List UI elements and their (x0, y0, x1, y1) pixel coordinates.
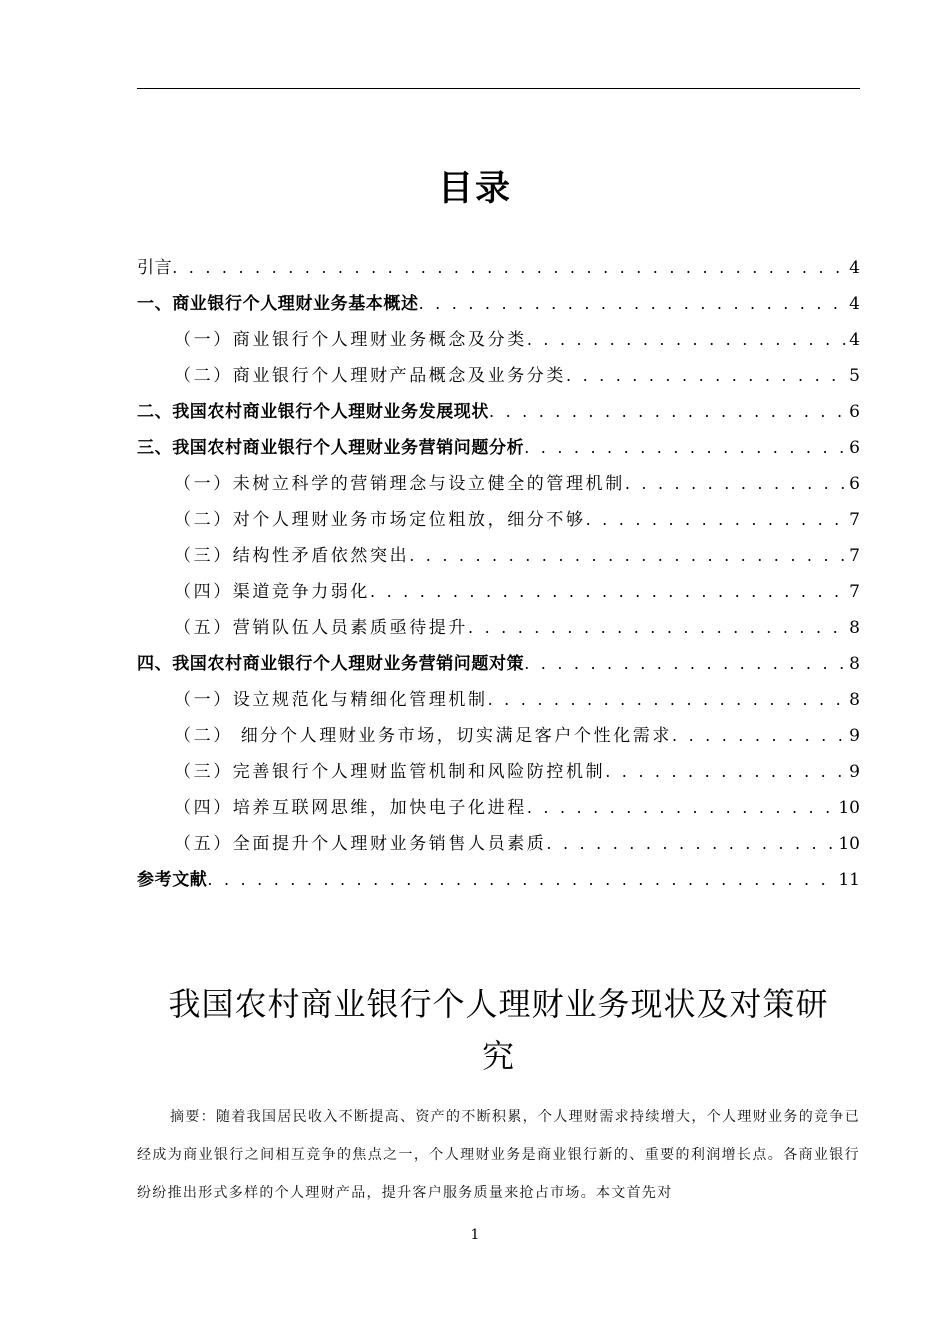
paper-title-line: 我国农村商业银行个人理财业务现状及对策研 (168, 985, 829, 1023)
toc-entry-page: 7 (849, 546, 860, 566)
toc-entry-label: 引言 (137, 258, 173, 278)
toc-leader-dots (489, 394, 847, 430)
toc-entry[interactable] (137, 718, 860, 754)
toc-leader-dots (527, 790, 837, 826)
toc-entry-page: 6 (849, 438, 860, 458)
toc-entry-page: 6 (849, 402, 860, 422)
toc-entry-page: 5 (849, 366, 860, 386)
header-rule (137, 88, 860, 89)
toc-entry-page: 9 (849, 726, 860, 746)
toc-entry-label: （五）全面提升个人理财业务销售人员素质 (174, 834, 547, 854)
abstract-paragraph: 摘要：随着我国居民收入不断提高、资产的不断积累，个人理财需求持续增大，个人理财业务的竞争已经成为商业银行之间相互竞争的焦点之一，个人理财业务是商业银行新的、重要的利润增长点。各商业银行纷纷推出形式多样的个人理财产品，提升客户服务质量来抢占市场。本文首先对 (137, 1109, 860, 1201)
toc-leader-dots (625, 466, 847, 502)
toc-entry-label: （一）设立规范化与精细化管理机制 (174, 690, 488, 710)
table-of-contents (137, 250, 860, 898)
toc-entry-page: 7 (849, 582, 860, 602)
toc-leader-dots (207, 862, 836, 898)
toc-leader-dots (488, 682, 848, 718)
toc-entry[interactable] (137, 286, 860, 322)
toc-entry[interactable] (137, 250, 860, 286)
toc-leader-dots (527, 322, 847, 358)
toc-entry[interactable] (137, 322, 860, 358)
toc-entry-label: （二）对个人理财业务市场定位粗放，细分不够 (174, 510, 586, 530)
toc-entry[interactable] (137, 502, 860, 538)
toc-entry-label: 参考文献 (137, 870, 208, 890)
toc-entry[interactable] (137, 466, 860, 502)
toc-leader-dots (586, 502, 848, 538)
toc-entry-label: （一）商业银行个人理财业务概念及分类 (174, 330, 527, 350)
toc-entry-label: （三）结构性矛盾依然突出 (174, 546, 410, 566)
toc-leader-dots (370, 574, 847, 610)
toc-entry-label: 二、我国农村商业银行个人理财业务发展现状 (137, 402, 489, 422)
toc-entry[interactable] (137, 430, 860, 466)
toc-leader-dots (524, 646, 847, 682)
toc-entry[interactable] (137, 826, 860, 862)
toc-leader-dots (524, 430, 847, 466)
toc-entry-page: 4 (849, 294, 860, 314)
toc-entry-label: （二） 细分个人理财业务市场，切实满足客户个性化需求 (174, 726, 673, 746)
toc-entry[interactable] (137, 754, 860, 790)
page-number: 1 (470, 1227, 480, 1243)
toc-title: 目录 (437, 169, 512, 209)
toc-leader-dots (672, 718, 847, 754)
toc-entry-label: 三、我国农村商业银行个人理财业务营销问题分析 (137, 438, 525, 458)
toc-entry[interactable] (137, 394, 860, 430)
toc-entry-page: 6 (849, 474, 860, 494)
toc-entry-page: 8 (849, 618, 860, 638)
toc-entry-page: 9 (849, 762, 860, 782)
toc-entry[interactable] (137, 538, 860, 574)
toc-leader-dots (566, 358, 847, 394)
paper-title-line: 究 (481, 1037, 515, 1075)
toc-entry[interactable] (137, 790, 860, 826)
toc-entry-label: （五）营销队伍人员素质亟待提升 (174, 618, 468, 638)
toc-leader-dots (172, 250, 847, 286)
toc-entry-label: （三）完善银行个人理财监管机制和风险防控机制 (174, 762, 606, 782)
toc-leader-dots (468, 610, 847, 646)
toc-entry-page: 10 (838, 798, 860, 818)
toc-leader-dots (546, 826, 836, 862)
toc-leader-dots (419, 286, 848, 322)
toc-leader-dots (409, 538, 847, 574)
toc-entry[interactable] (137, 574, 860, 610)
toc-entry-page: 8 (849, 654, 860, 674)
toc-entry-page: 10 (838, 834, 860, 854)
toc-entry[interactable] (137, 682, 860, 718)
toc-entry-label: （四）培养互联网思维，加快电子化进程 (174, 798, 527, 818)
toc-entry-label: 一、商业银行个人理财业务基本概述 (137, 294, 419, 314)
paper-title (137, 978, 860, 1082)
toc-leader-dots (605, 754, 847, 790)
toc-entry-label: （一）未树立科学的营销理念与设立健全的管理机制 (174, 474, 625, 494)
toc-entry-page: 8 (849, 690, 860, 710)
toc-entry-page: 4 (849, 258, 860, 278)
toc-entry-page: 4 (849, 330, 860, 350)
toc-entry[interactable] (137, 610, 860, 646)
toc-entry-label: （二）商业银行个人理财产品概念及业务分类 (174, 366, 566, 386)
toc-entry-page: 7 (849, 510, 860, 530)
toc-entry-label: 四、我国农村商业银行个人理财业务营销问题对策 (137, 654, 525, 674)
toc-entry[interactable] (137, 358, 860, 394)
toc-entry[interactable] (137, 862, 860, 898)
toc-entry[interactable] (137, 646, 860, 682)
toc-entry-label: （四）渠道竞争力弱化 (174, 582, 370, 602)
toc-entry-page: 11 (838, 870, 860, 890)
